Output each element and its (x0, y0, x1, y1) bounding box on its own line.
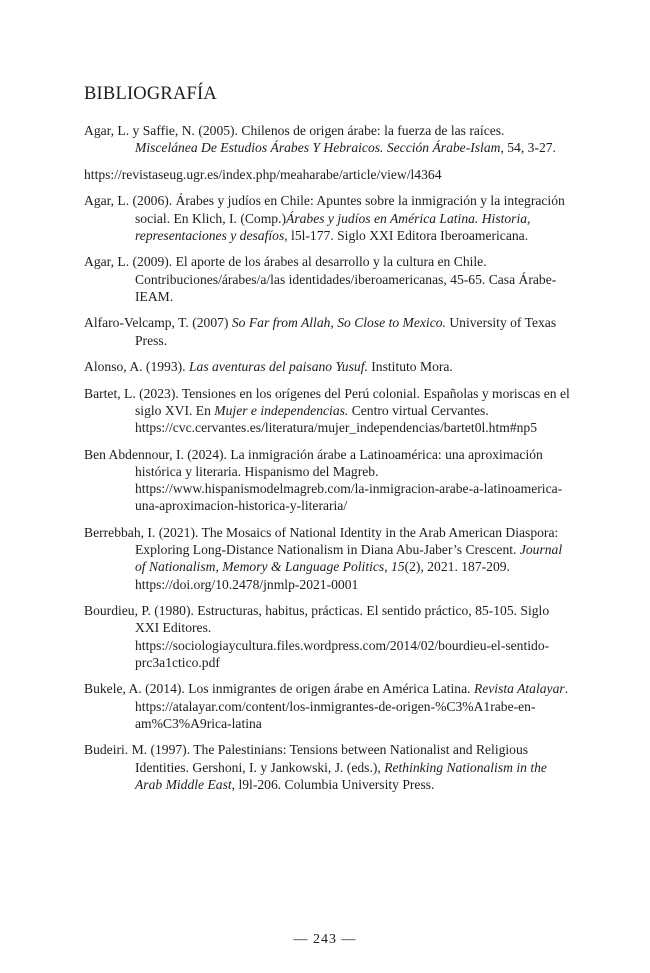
entry-text: Alonso, A. (1993). (84, 359, 189, 375)
entry-italic-text: Revista Atalayar (473, 681, 565, 697)
bibliography-entry (84, 446, 570, 515)
entry-text: Instituto Mora. (367, 359, 453, 375)
bibliography-entry (84, 192, 570, 244)
entry-italic-text: Árabes y judíos en América Latina. Historia, representaciones y desafíos (135, 210, 531, 243)
entry-text: https://cvc.cervantes.es/literatura/mujer_independencias/bartet0l.htm#np5 (135, 420, 538, 436)
bibliography-entry (84, 680, 570, 732)
entry-italic-text: Mujer e independencias. (214, 402, 349, 418)
entry-text: (2), 2021. 187-209. https://doi.org/10.2478/jnmlp-2021-0001 (135, 559, 510, 592)
bibliography-entry (84, 602, 570, 671)
bibliography-entry (84, 122, 570, 156)
entry-italic-text: 15 (391, 559, 405, 575)
entry-text: Bartet, L. (2023). Tensiones en los orígenes del Perú colonial. Españolas y moriscas en el siglo XVI. En (84, 385, 570, 418)
bibliography-entry (84, 385, 570, 437)
entry-text: Alfaro-Velcamp, T. (2007) (84, 315, 232, 331)
entry-text: , l9l-206. Columbia University Press. (231, 776, 435, 792)
bibliography-list (84, 122, 570, 802)
section-heading: BIBLIOGRAFÍA (84, 84, 217, 104)
entry-text: University of Texas Press. (135, 315, 557, 348)
entry-text: Bourdieu, P. (1980). Estructuras, habitus, prácticas. El sentido práctico, 85-105. Siglo XXI Editores. https://sociologiaycultura.files.wordpress.com/2014/02/bourdieu-el-sentido-prc3a1ctico.pdf (84, 603, 550, 670)
entry-italic-text: Las aventuras del paisano Yusuf. (188, 359, 368, 375)
entry-italic-text: Rethinking Nationalism in the Arab Middle East (135, 759, 547, 792)
entry-text: Agar, L. y Saffie, N. (2005). Chilenos de origen árabe: la fuerza de las raíces. (84, 123, 505, 138)
entry-italic-text: Miscelánea De Estudios Árabes Y Hebraicos. Sección Árabe-Islam (135, 140, 501, 156)
bibliography-entry (84, 166, 570, 183)
bibliography-entry (84, 358, 570, 375)
entry-text: Budeiri. M. (1997). The Palestinians: Tensions between Nationalist and Religious Identities. Gershoni, I. y Jankowski, J. (eds.), (84, 742, 529, 775)
entry-text: Bukele, A. (2014). Los inmigrantes de origen árabe en América Latina. (84, 681, 474, 697)
page-number: — 243 — (293, 932, 357, 947)
entry-italic-text: So Far from Allah, So Close to Mexico. (231, 315, 446, 331)
entry-text: , l5l-177. Siglo XXI Editora Iberoamericana. (284, 227, 529, 243)
entry-italic-text: Journal of Nationalism, Memory & Language Politics (135, 542, 563, 575)
entry-text: https://revistaseug.ugr.es/index.php/meaharabe/article/view/l4364 (84, 166, 442, 182)
entry-text: . https://atalayar.com/content/los-inmigrantes-de-origen-%C3%A1rabe-en-am%C3%A9rica-latina (135, 681, 569, 731)
bibliography-entry (84, 741, 570, 793)
entry-text: Agar, L. (2009). El aporte de los árabes al desarrollo y la cultura en Chile. Contribuciones/árabes/a/las identidades/iberoamericanas, 45-65. Casa Árabe-IEAM. (84, 254, 557, 304)
entry-text: , 54, 3-27. (500, 140, 556, 156)
bibliography-entry (84, 253, 570, 305)
entry-text: , (384, 559, 392, 575)
entry-text: Berrebbah, I. (2021). The Mosaics of National Identity in the Arab American Diaspora: Exploring Long-Distance Nationalism in Diana Abu-Jaber’s Crescent. (84, 524, 559, 558)
entry-text: Centro virtual Cervantes. (348, 402, 489, 418)
entry-text: Ben Abdennour, I. (2024). La inmigración árabe a Latinoamérica: una aproximación histórica y literaria. Hispanismo del Magreb. https://www.hispanismodelmagreb.com/la-inmigracion-arabe-a-latinoamerica-una-aproximacion-historica-y-literaria/ (84, 446, 563, 514)
bibliography-entry (84, 524, 570, 593)
bibliography-entry (84, 314, 570, 348)
entry-text: Agar, L. (2006). Árabes y judíos en Chile: Apuntes sobre la inmigración y la integración social. En Klich, I. (Comp.) (84, 193, 565, 226)
